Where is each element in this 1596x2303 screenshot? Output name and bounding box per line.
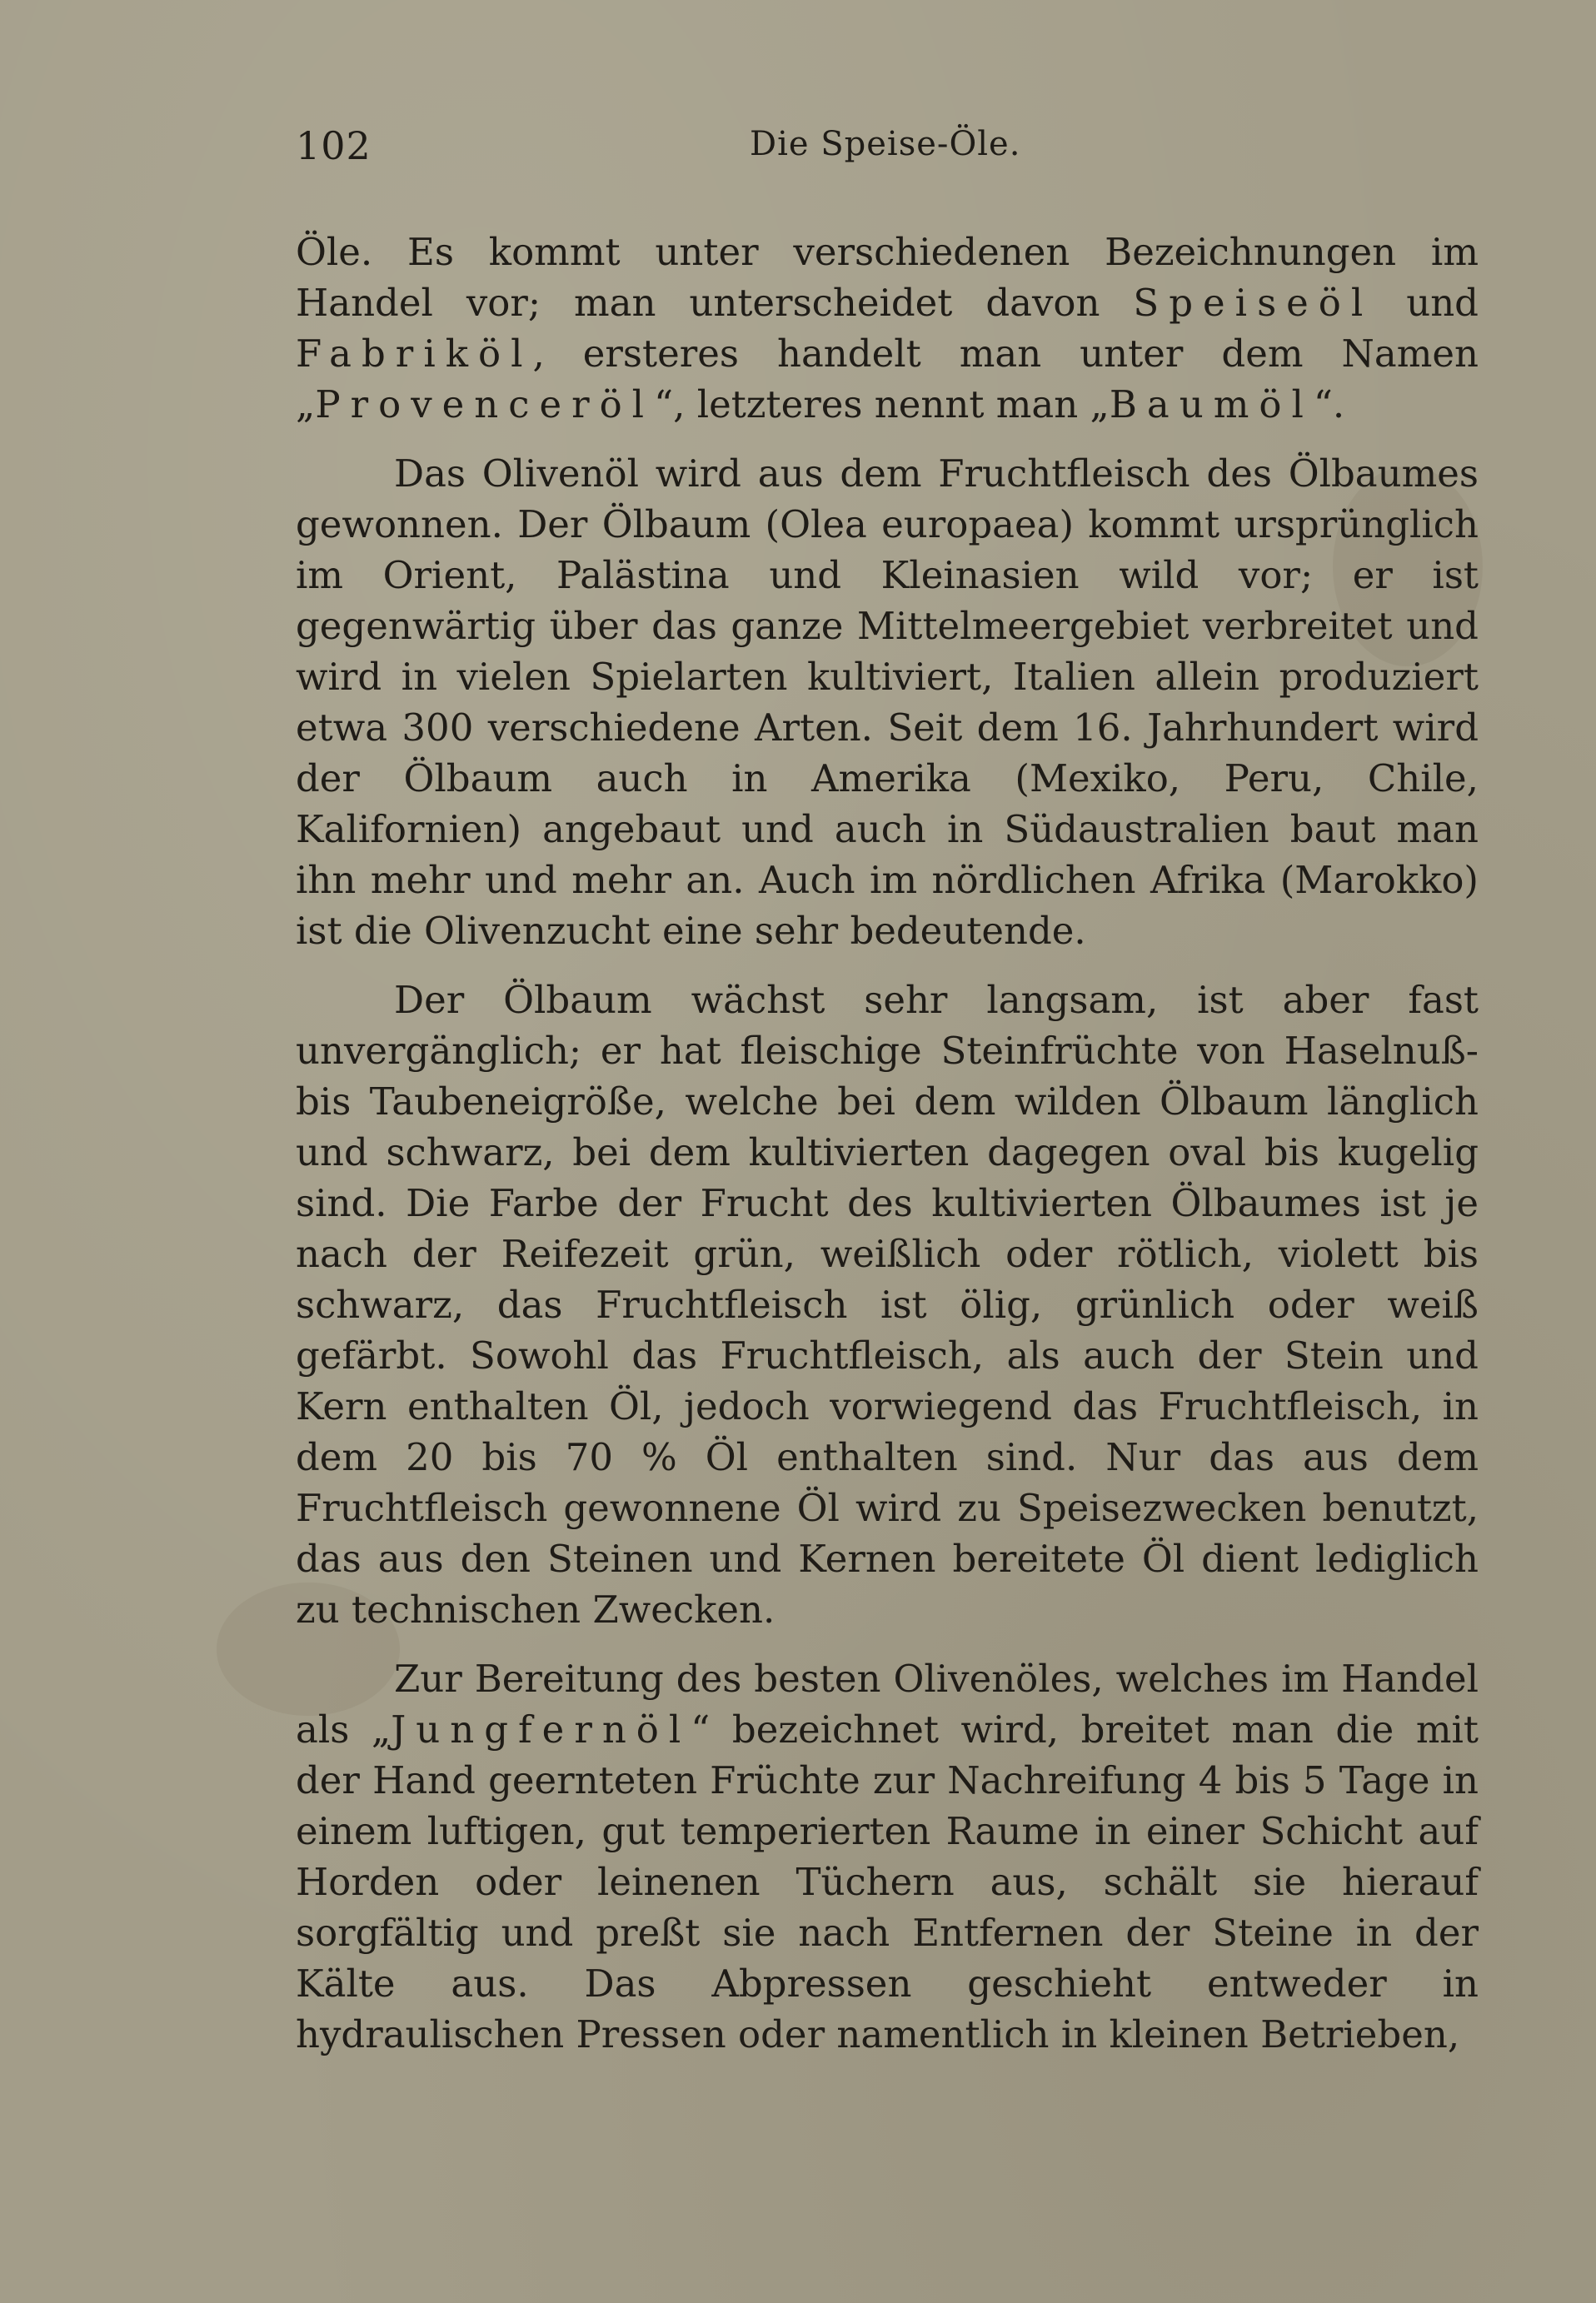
paragraph-1: [296, 227, 1479, 430]
spaced-term-fabrikoel: Fabriköl: [296, 331, 533, 376]
paragraph-3: Der Ölbaum wächst sehr langsam, ist aber fast unvergänglich; er hat fleischige Steinfrüchte von Haselnuß- bis Taubeneigröße, welche bei dem wilden Ölbaum länglich und schwarz, bei dem kultivierten dagegen oval bis kugelig sind. Die Farbe der Frucht des kultivierten Ölbaumes ist je nach der Reifezeit grün, weißlich oder rötlich, violett bis schwarz, das Fruchtfleisch ist ölig, grünlich oder weiß gefärbt. Sowohl das Fruchtfleisch, als auch der Stein und Kern enthalten Öl, jedoch vorwiegend das Fruchtfleisch, in dem 20 bis 70 % Öl enthalten sind. Nur das aus dem Fruchtfleisch gewonnene Öl wird zu Speisezwecken benutzt, das aus den Steinen und Kernen bereitete Öl dient lediglich zu technischen Zwecken.: [296, 978, 1479, 1632]
page-header: [296, 123, 1479, 182]
text-segment: “ bezeichnet wird, breitet man die mit der Hand geernteten Früchte zur Nachreifung 4 bis 5 Tage in einem luftigen, gut temperierten Raume in einer Schicht auf Horden oder leinenen Tüchern aus, schält sie hierauf sorgfältig und preßt sie nach Entfernen der Steine in der Kälte aus. Das Abpressen geschieht entweder in hydraulischen Pressen oder namentlich in kleinen Betrieben,: [296, 1707, 1479, 2056]
paragraph-2: Das Olivenöl wird aus dem Fruchtfleisch des Ölbaumes gewonnen. Der Ölbaum (Olea europaea) kommt ursprünglich im Orient, Palästina und Kleinasien wild vor; er ist gegenwärtig über das ganze Mittelmeergebiet verbreitet und wird in vielen Spielarten kultiviert, Italien allein produziert etwa 300 verschiedene Arten. Seit dem 16. Jahrhundert wird der Ölbaum auch in Amerika (Mexiko, Peru, Chile, Kalifornien) angebaut und auch in Südaustralien baut man ihn mehr und mehr an. Auch im nördlichen Afrika (Marokko) ist die Olivenzucht eine sehr bedeutende.: [296, 451, 1479, 953]
spaced-term-speiseoel: Speiseöl: [1133, 281, 1374, 325]
page-number: 102: [296, 123, 372, 168]
body-text: [296, 227, 1479, 2060]
spaced-term-provenceroel: Provenceröl: [315, 382, 655, 426]
text-segment: und: [1373, 281, 1479, 325]
text-segment: “.: [1313, 382, 1345, 426]
paragraph-4: [296, 1653, 1479, 2060]
text-segment: Zur Bereitung des besten Olivenöles, welches im Handel als „: [296, 1657, 1479, 1752]
text-segment: , ersteres handelt man unter dem Namen „: [296, 331, 1479, 426]
text-segment: “, letzteres nennt man „: [654, 382, 1110, 426]
spaced-term-baumoel: Baumöl: [1109, 382, 1314, 426]
spaced-term-jungfernoel: Jungfernöl: [391, 1707, 691, 1752]
running-head: Die Speise-Öle.: [750, 125, 1021, 163]
text-segment: Öle. Es kommt unter verschiedenen Bezeichnungen im Handel vor; man unterscheidet davon: [296, 230, 1479, 325]
